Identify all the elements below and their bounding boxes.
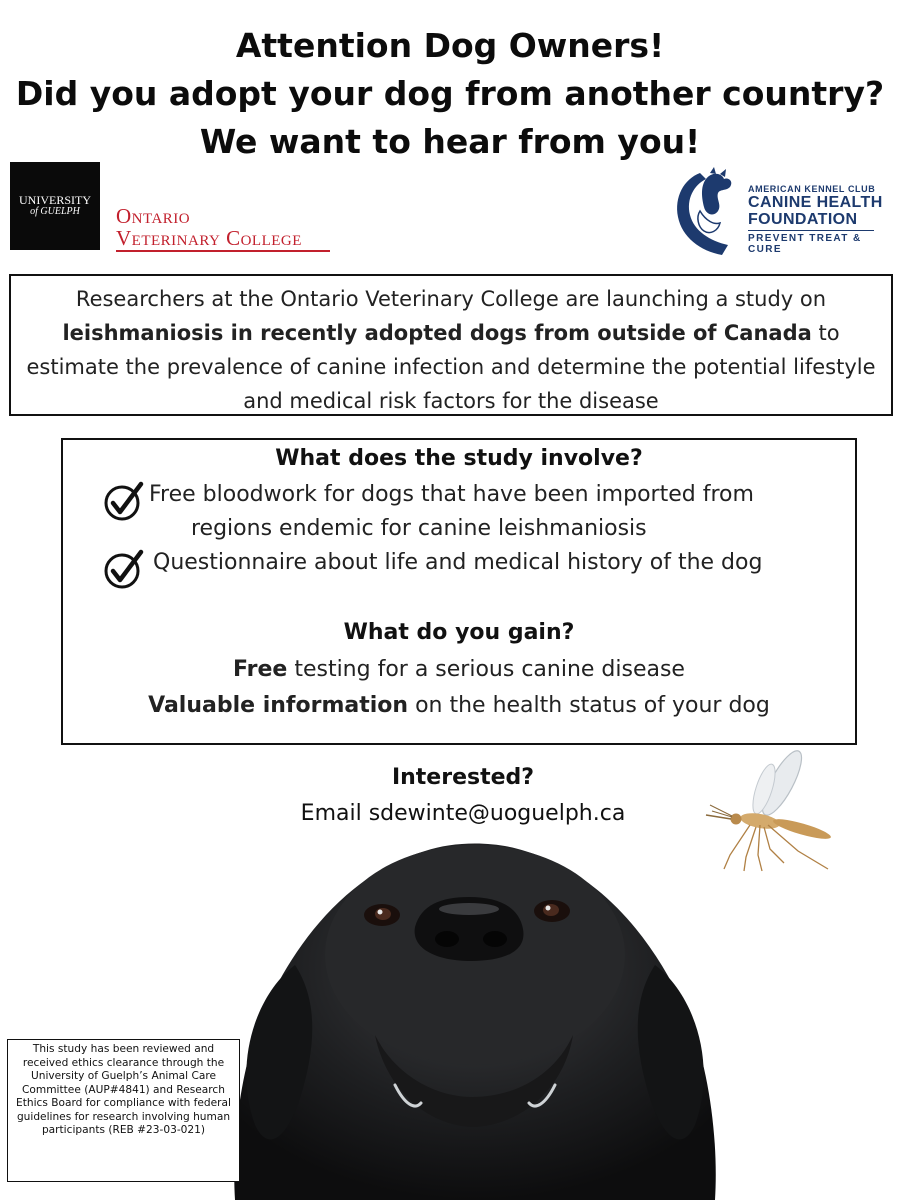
akc-chf-logo [748,184,898,255]
ethics-notice: This study has been reviewed and received ethics clearance through the University of Guelph’s Animal Care Committee (AUP#4841) and Research Ethics Board for compliance with federal guidelines for research involving human participants (REB #23-03-021) [7,1039,240,1182]
gain-item-information [63,688,855,724]
ovc-logo [116,205,336,249]
study-item-bloodwork-line-2: regions endemic for canine leishmaniosis [191,516,647,541]
akc-logo-tagline: PREVENT TREAT & CURE [748,233,862,255]
ovc-logo-line-1: Ontario [116,204,191,228]
gain-item-free-bold: Free [233,657,288,682]
university-of-guelph-logo [10,162,100,250]
ovc-logo-rule [116,250,330,252]
study-item-bloodwork-line-1: Free bloodwork for dogs that have been imported from [149,482,754,507]
headline-line-3: We want to hear from you! [199,122,701,161]
gain-item-free [63,652,855,688]
study-item-bloodwork [103,478,823,546]
study-box [61,438,857,745]
akc-logo-line-2: FOUNDATION [748,211,858,228]
dog-photo [225,835,725,1200]
akc-logo-rule [748,230,874,231]
ovc-logo-line-2: Veterinary College [116,226,302,250]
headline-line-2: Did you adopt your dog from another country? [15,74,885,113]
intro-line-3: estimate the prevalence of canine infection and determine the potential lifestyle [26,355,876,379]
gain-item-information-rest: on the health status of your dog [408,693,770,718]
intro-line-4: and medical risk factors for the disease [243,389,659,413]
akc-dog-cat-logo-icon [670,165,740,260]
akc-logo-small: AMERICAN KENNEL CLUB [748,184,876,194]
intro-after-bold: to [811,321,840,345]
headline [0,22,900,166]
intro-line-2 [11,316,891,350]
uog-logo-line-2: of GUELPH [30,206,80,217]
akc-logo-line-1: CANINE HEALTH [748,194,883,211]
gain-heading: What do you gain? [343,620,575,645]
intro-bold: leishmaniosis in recently adopted dogs from outside of Canada [62,321,812,345]
gain-item-information-bold: Valuable information [148,693,409,718]
interested-heading: Interested? [391,765,535,790]
intro-box [9,274,893,416]
gain-item-free-rest: testing for a serious canine disease [287,657,685,682]
uog-logo-line-1: UNIVERSITY [19,193,91,207]
study-item-questionnaire-text: Questionnaire about life and medical history of the dog [153,550,763,575]
intro-line-1: Researchers at the Ontario Veterinary College are launching a study on [75,287,827,311]
headline-line-1: Attention Dog Owners! [235,26,665,65]
check-circle-icon [103,480,145,522]
study-heading: What does the study involve? [275,446,643,471]
email-line: Email sdewinte@uoguelph.ca [300,801,626,826]
check-circle-icon [103,548,145,590]
study-item-questionnaire [103,546,823,580]
